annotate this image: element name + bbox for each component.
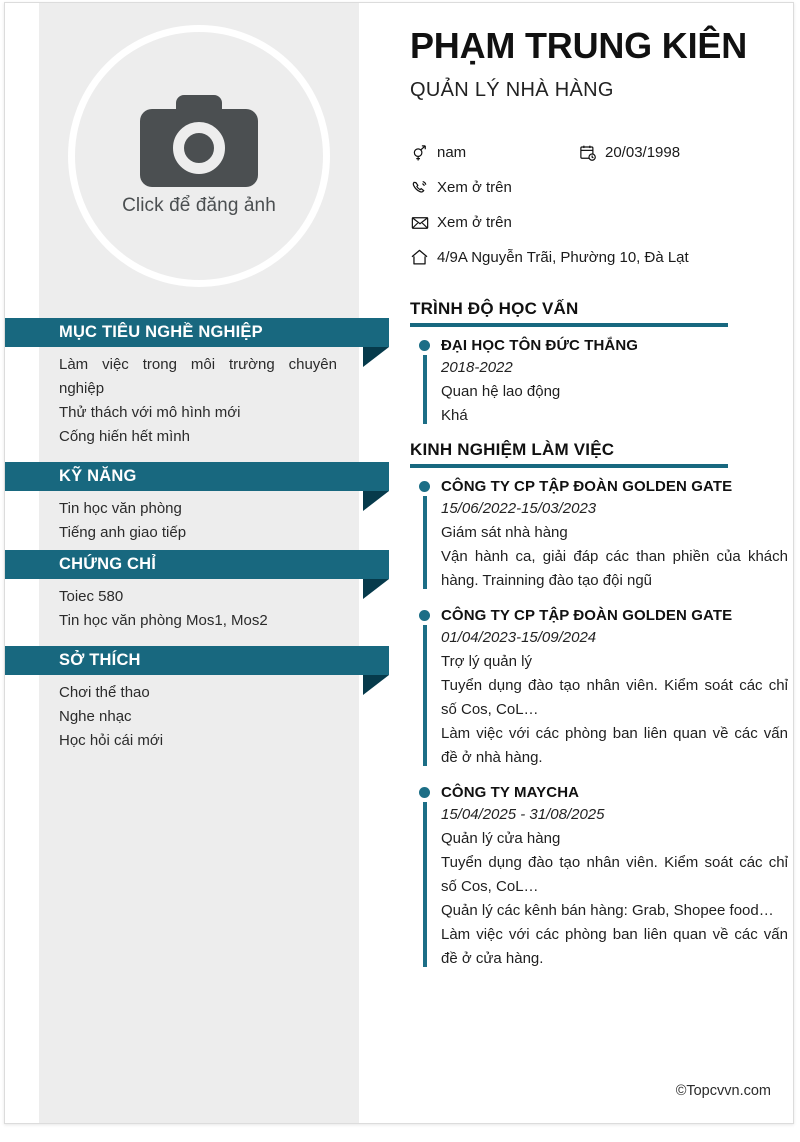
- experience-organization: CÔNG TY CP TẬP ĐOÀN GOLDEN GATE: [441, 478, 733, 495]
- contact-birthday: [578, 143, 680, 162]
- sidebar-line: Nghe nhạc: [59, 708, 132, 725]
- photo-upload-area[interactable]: [39, 3, 359, 308]
- sidebar-ribbon-hobbies: [5, 646, 389, 675]
- ribbon-fold-icon: [363, 491, 389, 511]
- experience-entry: [410, 605, 788, 770]
- sidebar-line: Thử thách với mô hình mới: [59, 404, 241, 421]
- section-education: [410, 299, 788, 440]
- education-entry: [410, 335, 788, 428]
- envelope-icon: [410, 213, 429, 232]
- experience-detail: Tuyển dụng đào tạo nhân viên. Kiểm soát các chỉ số Cos, CoL…: [441, 677, 788, 718]
- sidebar-line: Tin học văn phòng Mos1, Mos2: [59, 612, 268, 629]
- contact-phone: [410, 178, 512, 197]
- contact-gender: [410, 143, 578, 162]
- education-detail: Khá: [441, 407, 468, 424]
- contact-address-value: 4/9A Nguyễn Trãi, Phường 10, Đà Lạt: [437, 249, 689, 266]
- contact-list: [410, 135, 790, 275]
- contact-phone-value: Xem ở trên: [437, 179, 512, 196]
- watermark: ©Topcvvn.com: [675, 1083, 771, 1099]
- education-detail: Quan hệ lao động: [441, 383, 561, 400]
- experience-date: 01/04/2023-15/09/2024: [441, 629, 597, 646]
- cv-card: [4, 2, 794, 1124]
- experience-detail: Quản lý các kênh bán hàng: Grab, Shopee food…: [441, 902, 774, 919]
- section-title-experience: KINH NGHIỆM LÀM VIỆC: [410, 440, 615, 459]
- sidebar-section-body-hobbies: [59, 681, 337, 753]
- ribbon-fold-icon: [363, 579, 389, 599]
- sidebar-section-title-certificates: CHỨNG CHỈ: [59, 555, 157, 573]
- contact-gender-value: nam: [437, 144, 467, 161]
- sidebar-section-title-skills: KỸ NĂNG: [59, 467, 137, 485]
- education-date: 2018-2022: [441, 359, 513, 376]
- gender-icon: [410, 143, 429, 162]
- section-rule: [410, 323, 728, 327]
- sidebar-ribbon-certificates: [5, 550, 389, 579]
- sidebar-section-body-objective: [59, 353, 337, 449]
- experience-date: 15/06/2022-15/03/2023: [441, 500, 597, 517]
- experience-entry: [410, 782, 788, 971]
- sidebar-line: Chơi thể thao: [59, 684, 150, 701]
- section-experience: [410, 440, 788, 983]
- education-organization: ĐẠI HỌC TÔN ĐỨC THẮNG: [441, 337, 639, 354]
- contact-row: [410, 170, 790, 205]
- sidebar-line: Làm việc trong môi trường chuyên nghiệp: [59, 356, 337, 397]
- experience-organization: CÔNG TY CP TẬP ĐOÀN GOLDEN GATE: [441, 607, 733, 624]
- sidebar-line: Tiếng anh giao tiếp: [59, 524, 187, 541]
- contact-birthday-value: 20/03/1998: [605, 144, 681, 161]
- page-title: PHẠM TRUNG KIÊN: [410, 25, 747, 66]
- experience-detail: Tuyển dụng đào tạo nhân viên. Kiểm soát các chỉ số Cos, CoL…: [441, 854, 788, 895]
- experience-role: Trợ lý quản lý: [441, 653, 532, 670]
- sidebar-ribbon-objective: [5, 318, 389, 347]
- camera-icon: [140, 95, 258, 187]
- sidebar-line: Học hỏi cái mới: [59, 732, 164, 749]
- contact-row: [410, 205, 790, 240]
- experience-role: Quản lý cửa hàng: [441, 830, 561, 847]
- sidebar-section-title-objective: MỤC TIÊU NGHỀ NGHIỆP: [59, 323, 263, 341]
- sidebar-section-body-skills: [59, 497, 337, 545]
- phone-icon: [410, 178, 429, 197]
- job-title: QUẢN LÝ NHÀ HÀNG: [410, 79, 614, 101]
- calendar-icon: [578, 143, 597, 162]
- experience-detail: Vận hành ca, giải đáp các than phiền của khách hàng. Trainning đào tạo đội ngũ: [441, 548, 788, 589]
- photo-circle: [68, 25, 330, 287]
- section-title-education: TRÌNH ĐỘ HỌC VẤN: [410, 299, 579, 318]
- experience-entry: [410, 476, 788, 593]
- home-icon: [410, 248, 429, 267]
- experience-date: 15/04/2025 - 31/08/2025: [441, 806, 605, 823]
- experience-role: Giám sát nhà hàng: [441, 524, 568, 541]
- contact-address: [410, 248, 689, 267]
- photo-upload-caption: Click để đăng ảnh: [122, 194, 276, 216]
- experience-detail: Làm việc với các phòng ban liên quan về các vấn đề ở cửa hàng.: [441, 926, 788, 967]
- experience-detail: Làm việc với các phòng ban liên quan về các vấn đề ở nhà hàng.: [441, 725, 788, 766]
- sidebar-line: Tin học văn phòng: [59, 500, 182, 517]
- sidebar-ribbon-skills: [5, 462, 389, 491]
- experience-organization: CÔNG TY MAYCHA: [441, 784, 580, 801]
- sidebar-line: Cống hiến hết mình: [59, 428, 190, 445]
- section-rule: [410, 464, 728, 468]
- contact-email-value: Xem ở trên: [437, 214, 512, 231]
- contact-email: [410, 213, 512, 232]
- sidebar-section-body-certificates: [59, 585, 337, 633]
- contact-row: [410, 135, 790, 170]
- contact-row: [410, 240, 790, 275]
- ribbon-fold-icon: [363, 347, 389, 367]
- sidebar-line: Toiec 580: [59, 588, 124, 605]
- ribbon-fold-icon: [363, 675, 389, 695]
- sidebar-section-title-hobbies: SỞ THÍCH: [59, 651, 141, 669]
